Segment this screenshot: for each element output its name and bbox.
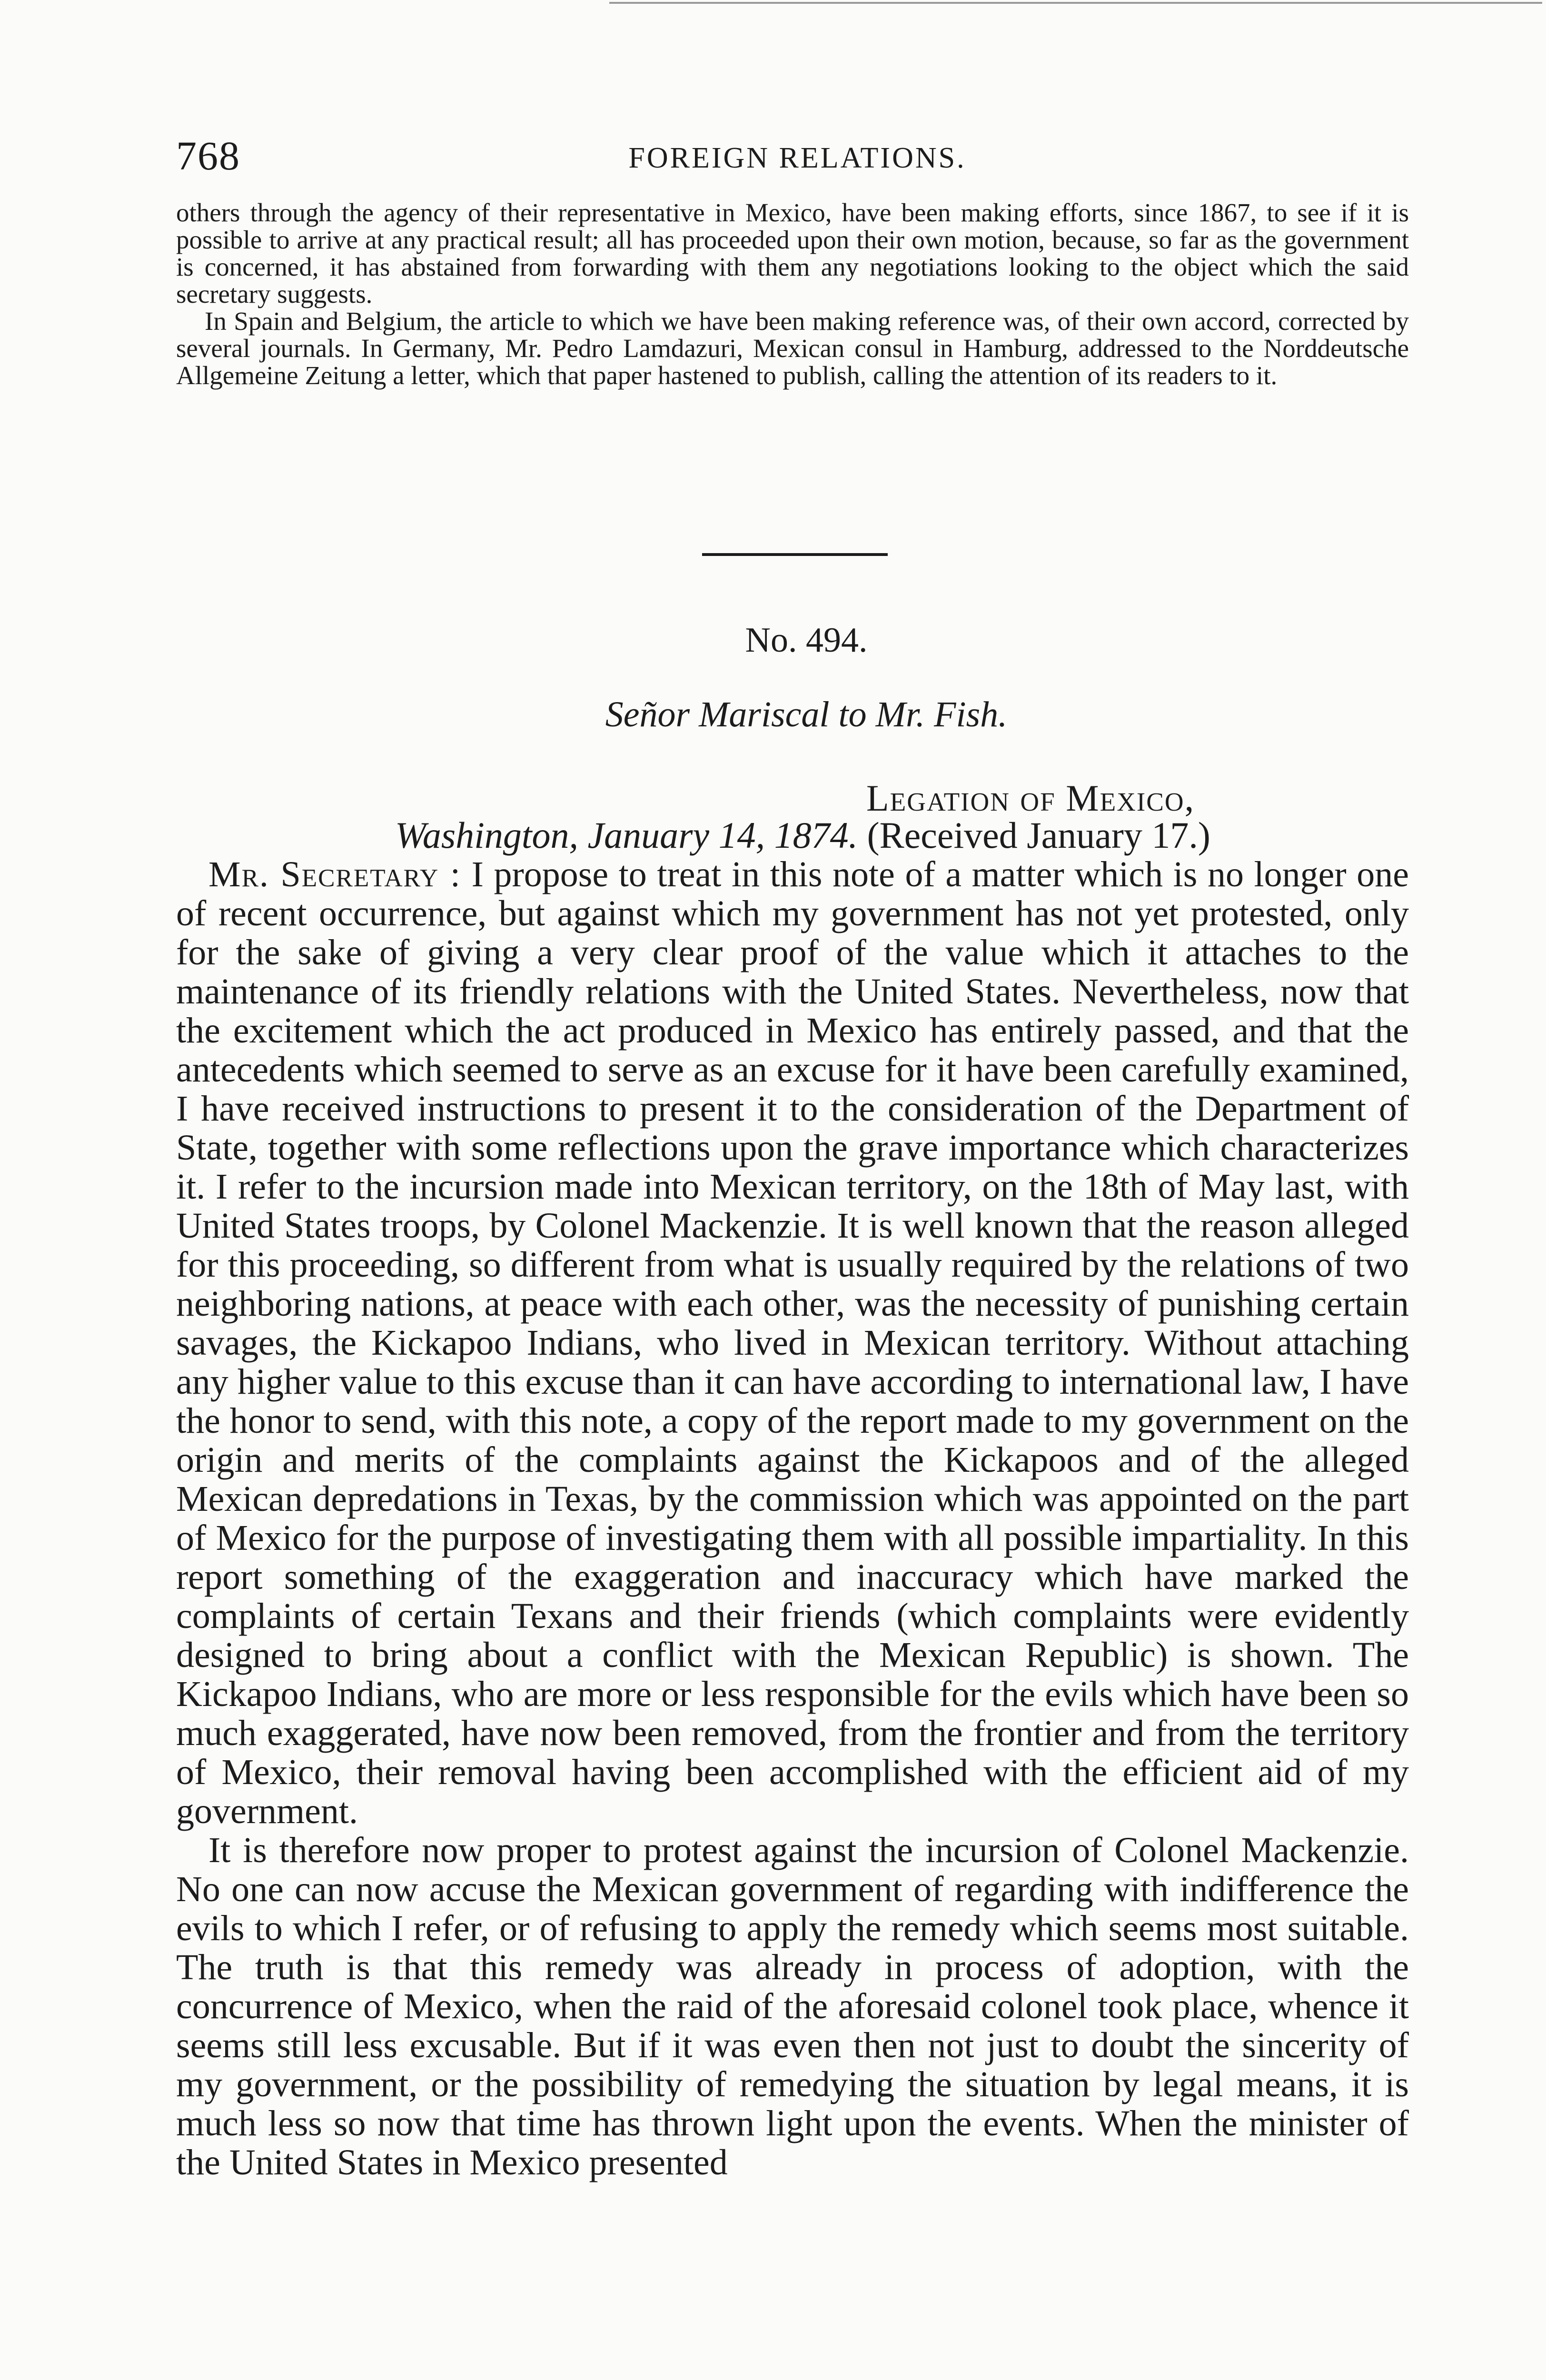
- received-date: (Received January 17.): [867, 814, 1210, 856]
- page-number: 768: [176, 133, 240, 178]
- letter-paragraph-2: It is therefore now proper to protest against the incursion of Colonel Mackenzie. No one can now accuse the Mexican government of regarding with indifference the evils to which I refer, or of refusing to apply the remedy which seems most suitable. The truth is that this remedy was already in process of adoption, with the concurrence of Mexico, when the raid of the aforesaid colonel took place, whence it seems still less excusable. But if it was even then not just to doubt the sincerity of my government, or the possibility of remedying the situation by legal means, it is much less so now that time has thrown light upon the events. When the minister of the United States in Mexico presented: [176, 1830, 1409, 2182]
- previous-paragraph-2: In Spain and Belgium, the article to which we have been making reference was, of their own accord, corrected by several journals. In Germany, Mr. Pedro Lamdazuri, Mexican consul in Hamburg, addressed to the Norddeutsche Allgemeine Zeitung a letter, which that paper hastened to publish, calling the attention of its readers to it.: [176, 307, 1409, 390]
- document-title: Señor Mariscal to Mr. Fish.: [605, 694, 1008, 734]
- legation-heading: Legation of Mexico,: [866, 777, 1195, 819]
- letter-paragraph-1: [176, 855, 1409, 1831]
- letter-paragraph-1-text: I propose to treat in this note of a matter which is no longer one of recent occurrence, but against which my government has not yet protested, only for the sake of giving a very clear proof of the value which it attaches to the maintenance of its friendly relations with the United States. Nevertheless, now that the excitement which the act produced in Mexico has entirely passed, and that the antecedents which seemed to serve as an excuse for it have been carefully examined, I have received instructions to present it to the consideration of the Department of State, together with some reflections upon the grave importance which characterizes it. I refer to the incursion made into Mexican territory, on the 18th of May last, with United States troops, by Colonel Mackenzie. It is well known that the reason alleged for this proceeding, so different from what is usually required by the relations of two neighboring nations, at peace with each other, was the necessity of punishing certain savages, the Kickapoo Indians, who lived in Mexican territory. Without attaching any higher value to this excuse than it can have according to international law, I have the honor to send, with this note, a copy of the report made to my government on the origin and merits of the complaints against the Kickapoos and of the alleged Mexican depredations in Texas, by the commission which was appointed on the part of Mexico for the purpose of investigating them with all possible impartiality. In this report something of the exaggeration and inaccuracy which have marked the complaints of certain Texans and their friends (which complaints were evidently designed to bring about a conflict with the Mexican Republic) is shown. The Kickapoo Indians, who are more or less responsible for the evils which have been so much exaggerated, have now been removed, from the frontier and from the territory of Mexico, their removal having been accomplished with the efficient aid of my government.: [176, 854, 1409, 1831]
- salutation: Mr. Secretary :: [208, 854, 462, 894]
- document-number: No. 494.: [745, 621, 868, 660]
- running-head: FOREIGN RELATIONS.: [628, 142, 966, 174]
- dateline: [395, 814, 1210, 857]
- previous-paragraph-1: others through the agency of their representative in Mexico, have been making efforts, since 1867, to see if it is possible to arrive at any practical result; all has proceeded upon their own motion, because, so far as the government is concerned, it has abstained from forwarding with them any negotiations looking to the object which the said secretary suggests.: [176, 198, 1409, 308]
- previous-document-text: [176, 199, 1409, 389]
- section-divider: [702, 553, 888, 556]
- page-header: [176, 129, 1409, 182]
- place-and-date: Washington, January 14, 1874.: [395, 814, 858, 856]
- top-edge-rule: [609, 2, 1542, 4]
- letter-body: [176, 855, 1409, 2182]
